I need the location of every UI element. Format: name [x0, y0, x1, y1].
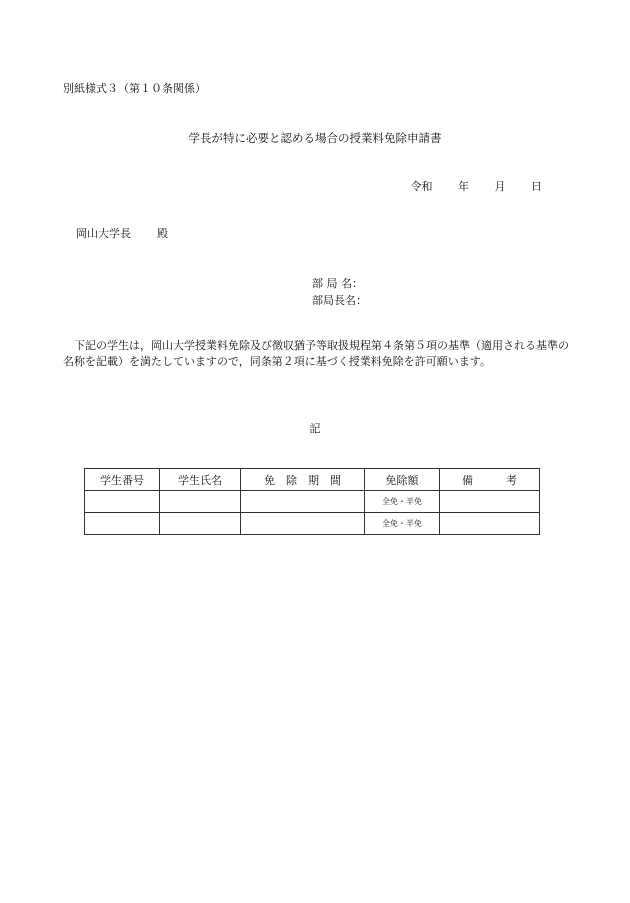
date-day-unit: 日	[531, 180, 542, 193]
cell-remarks[interactable]	[440, 491, 540, 513]
header-exemption-period: 免 除 期 間	[241, 469, 365, 491]
cell-remarks[interactable]	[440, 513, 540, 535]
department-name-label: 部 局 名：	[312, 277, 363, 290]
cell-student-number[interactable]	[85, 491, 160, 513]
header-student-number: 学生番号	[85, 469, 160, 491]
department-head-label: 部局長名：	[312, 294, 367, 307]
cell-student-number[interactable]	[85, 513, 160, 535]
table-header-row	[85, 469, 540, 491]
date-era: 令和	[410, 180, 433, 193]
date-year-unit: 年	[458, 180, 469, 193]
request-body-text: 下記の学生は，岡山大学授業料免除及び徴収猶予等取扱規程第４条第５項の基準（適用される基準の名称を記載）を満たしていますので，同条第２項に基づく授業料免除を許可願います。	[63, 339, 569, 368]
table-row	[85, 491, 540, 513]
addressee-honorific: 殿	[157, 227, 168, 240]
table-row	[85, 513, 540, 535]
cell-student-name[interactable]	[160, 491, 241, 513]
cell-student-name[interactable]	[160, 513, 241, 535]
cell-exemption-period[interactable]	[241, 513, 365, 535]
addressee-name: 岡山大学長	[76, 227, 131, 240]
student-exemption-table	[84, 468, 540, 535]
cell-exemption-amount[interactable]: 全免・半免	[365, 513, 440, 535]
header-exemption-amount: 免除額	[365, 469, 440, 491]
form-identifier: 別紙様式３（第１０条関係）	[63, 82, 206, 95]
date-line	[411, 178, 543, 194]
ki-heading: 記	[309, 422, 321, 435]
date-month-unit: 月	[494, 180, 506, 193]
cell-exemption-amount[interactable]: 全免・半免	[365, 491, 440, 513]
cell-exemption-period[interactable]	[241, 491, 365, 513]
document-title: 学長が特に必要と認める場合の授業料免除申請書	[188, 131, 442, 145]
header-remarks: 備 考	[440, 469, 540, 491]
addressee-line	[76, 225, 168, 241]
header-student-name: 学生氏名	[160, 469, 241, 491]
